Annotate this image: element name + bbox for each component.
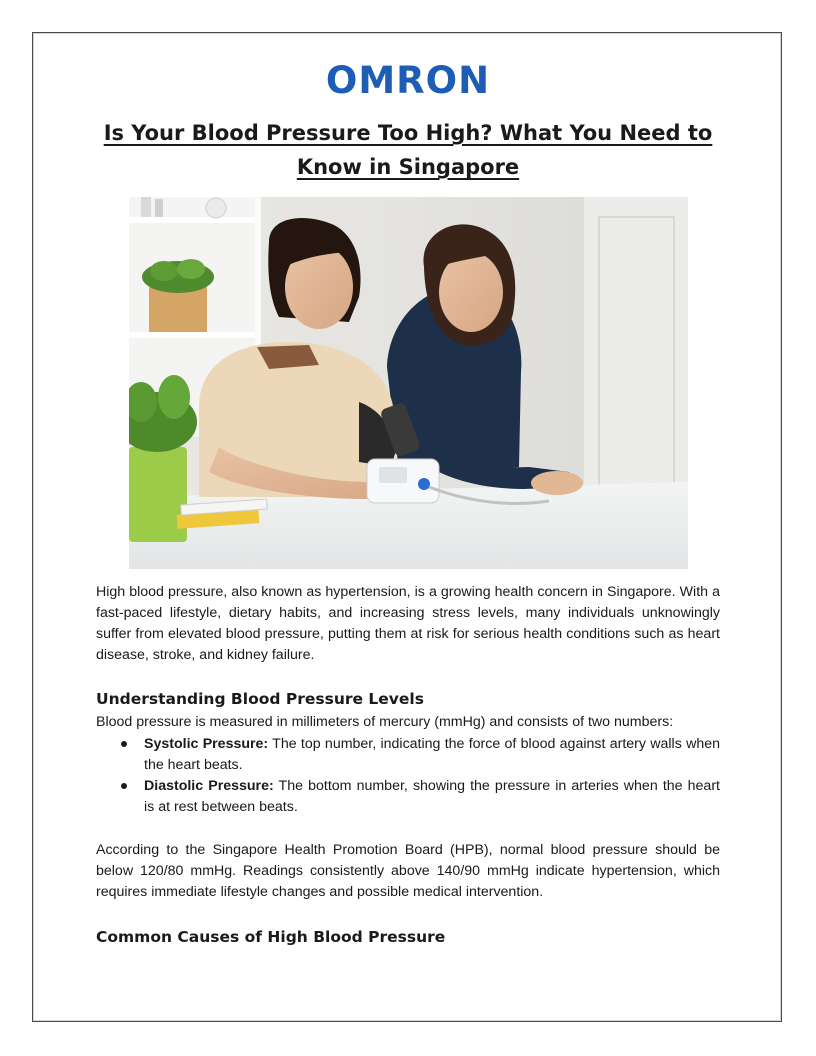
section-lead: Blood pressure is measured in millimeters of mercury (mmHg) and consists of two numbers: bbox=[96, 714, 674, 730]
bullet-icon bbox=[121, 741, 127, 747]
list-item-term: Systolic Pressure: bbox=[144, 736, 269, 752]
list-item bbox=[96, 776, 720, 818]
section-heading-causes: Common Causes of High Blood Pressure bbox=[96, 928, 446, 946]
two-women-blood-pressure-monitor-photo bbox=[129, 197, 688, 569]
page-title: Is Your Blood Pressure Too High? What You Need to Know in Singapore bbox=[103, 121, 713, 179]
omron-logo: OMRON bbox=[325, 59, 491, 102]
bullet-icon bbox=[121, 783, 127, 789]
hero-image bbox=[129, 197, 688, 569]
pressure-types-list bbox=[96, 734, 720, 818]
section-heading-understanding: Understanding Blood Pressure Levels bbox=[96, 690, 424, 708]
hpb-paragraph: According to the Singapore Health Promotion Board (HPB), normal blood pressure should be below 120/80 mmHg. Readings consistently above 140/90 mmHg indicate hypertension, which requires immediate lifestyle changes and possible medical intervention. bbox=[96, 842, 720, 900]
list-item-text: The bottom number, showing the pressure in arteries when the heart is at rest between beats. bbox=[144, 778, 720, 815]
intro-paragraph: High blood pressure, also known as hypertension, is a growing health concern in Singapore. With a fast-paced lifestyle, dietary habits, and increasing stress levels, many individuals unknowingly suffer from elevated blood pressure, putting them at risk for serious health conditions such as heart disease, stroke, and kidney failure. bbox=[96, 584, 720, 663]
list-item-text: The top number, indicating the force of blood against artery walls when the heart beats. bbox=[144, 736, 720, 773]
list-item-term: Diastolic Pressure: bbox=[144, 778, 274, 794]
list-item bbox=[96, 734, 720, 776]
